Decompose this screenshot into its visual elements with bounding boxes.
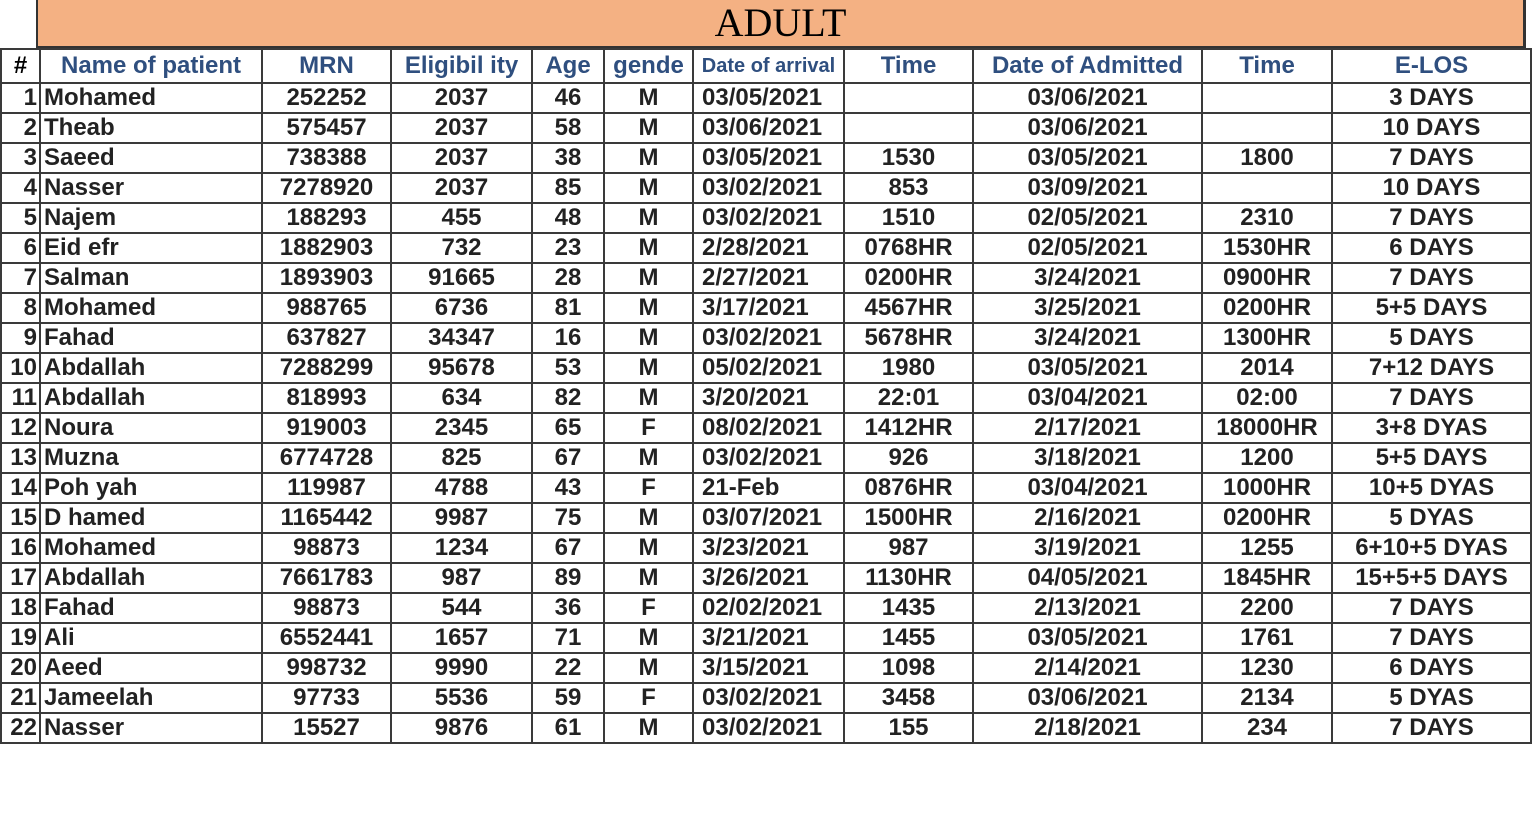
cell-time-arrival[interactable]: 1455 <box>844 623 973 653</box>
cell-mrn[interactable]: 1893903 <box>262 263 391 293</box>
table-row <box>1 503 1531 533</box>
cell-index[interactable]: 11 <box>1 383 40 413</box>
table-row <box>1 623 1531 653</box>
header-name[interactable]: Name of patient <box>40 49 262 83</box>
cell-time-admitted[interactable] <box>1202 173 1332 203</box>
cell-eligibility[interactable]: 9990 <box>391 653 532 683</box>
cell-gender[interactable]: M <box>604 503 693 533</box>
cell-mrn[interactable]: 637827 <box>262 323 391 353</box>
title-corner-cell[interactable] <box>0 0 38 48</box>
cell-eligibility[interactable]: 1657 <box>391 623 532 653</box>
cell-time-arrival[interactable]: 1098 <box>844 653 973 683</box>
cell-time-arrival[interactable]: 5678HR <box>844 323 973 353</box>
cell-elos[interactable]: 3 DAYS <box>1332 83 1531 113</box>
cell-time-admitted[interactable]: 0200HR <box>1202 293 1332 323</box>
cell-time-arrival[interactable]: 1980 <box>844 353 973 383</box>
cell-time-arrival[interactable]: 155 <box>844 713 973 743</box>
cell-date-admitted[interactable]: 2/16/2021 <box>973 503 1202 533</box>
cell-date-arrival[interactable]: 21-Feb <box>693 473 844 503</box>
cell-gender[interactable]: M <box>604 263 693 293</box>
cell-date-arrival[interactable]: 03/02/2021 <box>693 173 844 203</box>
cell-gender[interactable]: M <box>604 203 693 233</box>
cell-gender[interactable]: M <box>604 533 693 563</box>
cell-age[interactable]: 85 <box>532 173 604 203</box>
cell-name[interactable]: Mohamed <box>40 83 262 113</box>
cell-age[interactable]: 82 <box>532 383 604 413</box>
cell-gender[interactable]: F <box>604 593 693 623</box>
header-eligibility[interactable]: Eligibil ity <box>391 49 532 83</box>
cell-gender[interactable]: M <box>604 443 693 473</box>
cell-age[interactable]: 59 <box>532 683 604 713</box>
cell-time-admitted[interactable]: 1230 <box>1202 653 1332 683</box>
cell-mrn[interactable]: 98873 <box>262 533 391 563</box>
cell-index[interactable]: 5 <box>1 203 40 233</box>
cell-time-arrival[interactable]: 1130HR <box>844 563 973 593</box>
cell-name[interactable]: Aeed <box>40 653 262 683</box>
cell-date-arrival[interactable]: 03/02/2021 <box>693 713 844 743</box>
cell-mrn[interactable]: 97733 <box>262 683 391 713</box>
table-row <box>1 413 1531 443</box>
cell-date-admitted[interactable]: 3/18/2021 <box>973 443 1202 473</box>
cell-date-arrival[interactable]: 03/02/2021 <box>693 323 844 353</box>
cell-time-arrival[interactable]: 1435 <box>844 593 973 623</box>
cell-gender[interactable]: F <box>604 683 693 713</box>
cell-time-admitted[interactable]: 1000HR <box>1202 473 1332 503</box>
cell-age[interactable]: 71 <box>532 623 604 653</box>
cell-time-arrival[interactable]: 1530 <box>844 143 973 173</box>
cell-elos[interactable]: 7 DAYS <box>1332 203 1531 233</box>
cell-age[interactable]: 53 <box>532 353 604 383</box>
cell-name[interactable]: Abdallah <box>40 353 262 383</box>
header-gender[interactable]: gende <box>604 49 693 83</box>
table-row <box>1 563 1531 593</box>
cell-mrn[interactable]: 998732 <box>262 653 391 683</box>
cell-time-admitted[interactable]: 1761 <box>1202 623 1332 653</box>
cell-time-admitted[interactable]: 2014 <box>1202 353 1332 383</box>
header-row <box>1 49 1531 83</box>
cell-date-admitted[interactable]: 02/05/2021 <box>973 233 1202 263</box>
cell-index[interactable]: 13 <box>1 443 40 473</box>
cell-mrn[interactable]: 1165442 <box>262 503 391 533</box>
table-row <box>1 113 1531 143</box>
cell-gender[interactable]: M <box>604 563 693 593</box>
cell-index[interactable]: 1 <box>1 83 40 113</box>
cell-eligibility[interactable]: 544 <box>391 593 532 623</box>
cell-index[interactable]: 17 <box>1 563 40 593</box>
cell-time-arrival[interactable]: 22:01 <box>844 383 973 413</box>
header-index[interactable]: # <box>1 49 40 83</box>
cell-time-admitted[interactable]: 0900HR <box>1202 263 1332 293</box>
cell-time-admitted[interactable] <box>1202 113 1332 143</box>
cell-name[interactable]: Mohamed <box>40 533 262 563</box>
cell-time-arrival[interactable]: 0876HR <box>844 473 973 503</box>
cell-index[interactable]: 9 <box>1 323 40 353</box>
cell-mrn[interactable]: 988765 <box>262 293 391 323</box>
cell-index[interactable]: 15 <box>1 503 40 533</box>
cell-index[interactable]: 20 <box>1 653 40 683</box>
patient-table <box>0 48 1532 744</box>
cell-eligibility[interactable]: 825 <box>391 443 532 473</box>
cell-date-arrival[interactable]: 03/05/2021 <box>693 83 844 113</box>
cell-time-arrival[interactable]: 4567HR <box>844 293 973 323</box>
cell-index[interactable]: 6 <box>1 233 40 263</box>
cell-elos[interactable]: 10 DAYS <box>1332 113 1531 143</box>
cell-elos[interactable]: 15+5+5 DAYS <box>1332 563 1531 593</box>
cell-eligibility[interactable]: 455 <box>391 203 532 233</box>
cell-date-admitted[interactable]: 03/06/2021 <box>973 83 1202 113</box>
cell-eligibility[interactable]: 1234 <box>391 533 532 563</box>
cell-name[interactable]: Nasser <box>40 173 262 203</box>
cell-mrn[interactable]: 7661783 <box>262 563 391 593</box>
cell-date-admitted[interactable]: 2/13/2021 <box>973 593 1202 623</box>
cell-time-admitted[interactable]: 2200 <box>1202 593 1332 623</box>
cell-name[interactable]: Jameelah <box>40 683 262 713</box>
sheet-title[interactable]: ADULT <box>38 0 1526 48</box>
cell-elos[interactable]: 3+8 DYAS <box>1332 413 1531 443</box>
cell-index[interactable]: 10 <box>1 353 40 383</box>
cell-mrn[interactable]: 252252 <box>262 83 391 113</box>
cell-gender[interactable]: M <box>604 713 693 743</box>
cell-elos[interactable]: 10+5 DYAS <box>1332 473 1531 503</box>
cell-mrn[interactable]: 7288299 <box>262 353 391 383</box>
cell-elos[interactable]: 7 DAYS <box>1332 143 1531 173</box>
header-elos[interactable]: E-LOS <box>1332 49 1531 83</box>
cell-date-admitted[interactable]: 03/05/2021 <box>973 353 1202 383</box>
cell-mrn[interactable]: 15527 <box>262 713 391 743</box>
table-row <box>1 203 1531 233</box>
cell-gender[interactable]: M <box>604 623 693 653</box>
cell-date-arrival[interactable]: 03/06/2021 <box>693 113 844 143</box>
table-row <box>1 713 1531 743</box>
cell-name[interactable]: Poh yah <box>40 473 262 503</box>
cell-mrn[interactable]: 738388 <box>262 143 391 173</box>
cell-time-admitted[interactable]: 2310 <box>1202 203 1332 233</box>
cell-time-arrival[interactable]: 987 <box>844 533 973 563</box>
cell-index[interactable]: 7 <box>1 263 40 293</box>
cell-age[interactable]: 38 <box>532 143 604 173</box>
cell-date-admitted[interactable]: 02/05/2021 <box>973 203 1202 233</box>
table-row <box>1 653 1531 683</box>
cell-date-arrival[interactable]: 3/26/2021 <box>693 563 844 593</box>
cell-time-arrival[interactable]: 1412HR <box>844 413 973 443</box>
table-row <box>1 353 1531 383</box>
cell-index[interactable]: 18 <box>1 593 40 623</box>
cell-name[interactable]: Eid efr <box>40 233 262 263</box>
cell-name[interactable]: Mohamed <box>40 293 262 323</box>
cell-time-admitted[interactable]: 0200HR <box>1202 503 1332 533</box>
cell-age[interactable]: 22 <box>532 653 604 683</box>
cell-age[interactable]: 58 <box>532 113 604 143</box>
cell-time-arrival[interactable]: 3458 <box>844 683 973 713</box>
cell-gender[interactable]: M <box>604 323 693 353</box>
cell-date-arrival[interactable]: 2/27/2021 <box>693 263 844 293</box>
cell-eligibility[interactable]: 91665 <box>391 263 532 293</box>
cell-time-admitted[interactable]: 1255 <box>1202 533 1332 563</box>
cell-date-arrival[interactable]: 03/05/2021 <box>693 143 844 173</box>
table-row <box>1 143 1531 173</box>
table-row <box>1 533 1531 563</box>
cell-name[interactable]: Fahad <box>40 323 262 353</box>
cell-index[interactable]: 19 <box>1 623 40 653</box>
cell-gender[interactable]: M <box>604 143 693 173</box>
cell-eligibility[interactable]: 4788 <box>391 473 532 503</box>
cell-elos[interactable]: 7+12 DAYS <box>1332 353 1531 383</box>
cell-date-arrival[interactable]: 05/02/2021 <box>693 353 844 383</box>
table-row <box>1 233 1531 263</box>
table-row <box>1 593 1531 623</box>
cell-gender[interactable]: F <box>604 413 693 443</box>
cell-date-admitted[interactable]: 2/18/2021 <box>973 713 1202 743</box>
header-date-arrival[interactable]: Date of arrival <box>693 49 844 83</box>
cell-date-arrival[interactable]: 03/02/2021 <box>693 203 844 233</box>
cell-time-admitted[interactable]: 02:00 <box>1202 383 1332 413</box>
cell-date-arrival[interactable]: 3/21/2021 <box>693 623 844 653</box>
cell-name[interactable]: D hamed <box>40 503 262 533</box>
cell-date-arrival[interactable]: 03/02/2021 <box>693 683 844 713</box>
cell-elos[interactable]: 5 DAYS <box>1332 323 1531 353</box>
cell-age[interactable]: 67 <box>532 443 604 473</box>
cell-date-arrival[interactable]: 3/20/2021 <box>693 383 844 413</box>
cell-gender[interactable]: M <box>604 293 693 323</box>
cell-name[interactable]: Fahad <box>40 593 262 623</box>
cell-gender[interactable]: F <box>604 473 693 503</box>
cell-date-arrival[interactable]: 3/23/2021 <box>693 533 844 563</box>
cell-elos[interactable]: 5+5 DAYS <box>1332 293 1531 323</box>
cell-time-arrival[interactable]: 853 <box>844 173 973 203</box>
cell-elos[interactable]: 7 DAYS <box>1332 263 1531 293</box>
cell-mrn[interactable]: 1882903 <box>262 233 391 263</box>
header-mrn[interactable]: MRN <box>262 49 391 83</box>
cell-date-admitted[interactable]: 2/17/2021 <box>973 413 1202 443</box>
cell-eligibility[interactable]: 2037 <box>391 83 532 113</box>
cell-time-admitted[interactable]: 234 <box>1202 713 1332 743</box>
title-row <box>0 0 1532 48</box>
cell-mrn[interactable]: 575457 <box>262 113 391 143</box>
cell-eligibility[interactable]: 95678 <box>391 353 532 383</box>
cell-eligibility[interactable]: 5536 <box>391 683 532 713</box>
cell-eligibility[interactable]: 2345 <box>391 413 532 443</box>
cell-time-arrival[interactable]: 0200HR <box>844 263 973 293</box>
cell-name[interactable]: Najem <box>40 203 262 233</box>
cell-time-admitted[interactable] <box>1202 83 1332 113</box>
table-row <box>1 443 1531 473</box>
cell-elos[interactable]: 7 DAYS <box>1332 623 1531 653</box>
cell-eligibility[interactable]: 634 <box>391 383 532 413</box>
cell-date-admitted[interactable]: 2/14/2021 <box>973 653 1202 683</box>
cell-time-admitted[interactable]: 2134 <box>1202 683 1332 713</box>
cell-eligibility[interactable]: 2037 <box>391 143 532 173</box>
table-row <box>1 263 1531 293</box>
cell-age[interactable]: 43 <box>532 473 604 503</box>
cell-age[interactable]: 46 <box>532 83 604 113</box>
cell-date-admitted[interactable]: 3/24/2021 <box>973 263 1202 293</box>
cell-mrn[interactable]: 6552441 <box>262 623 391 653</box>
cell-name[interactable]: Ali <box>40 623 262 653</box>
cell-date-arrival[interactable]: 08/02/2021 <box>693 413 844 443</box>
cell-age[interactable]: 48 <box>532 203 604 233</box>
cell-mrn[interactable]: 188293 <box>262 203 391 233</box>
table-body <box>1 83 1531 743</box>
cell-time-admitted[interactable]: 1530HR <box>1202 233 1332 263</box>
header-date-admitted[interactable]: Date of Admitted <box>973 49 1202 83</box>
cell-time-admitted[interactable]: 1200 <box>1202 443 1332 473</box>
table-row <box>1 173 1531 203</box>
cell-age[interactable]: 36 <box>532 593 604 623</box>
cell-name[interactable]: Salman <box>40 263 262 293</box>
cell-elos[interactable]: 5 DYAS <box>1332 683 1531 713</box>
cell-elos[interactable]: 5+5 DAYS <box>1332 443 1531 473</box>
cell-gender[interactable]: M <box>604 233 693 263</box>
cell-age[interactable]: 28 <box>532 263 604 293</box>
cell-mrn[interactable]: 7278920 <box>262 173 391 203</box>
cell-name[interactable]: Abdallah <box>40 383 262 413</box>
table-row <box>1 473 1531 503</box>
cell-date-admitted[interactable]: 03/05/2021 <box>973 623 1202 653</box>
cell-mrn[interactable]: 6774728 <box>262 443 391 473</box>
cell-name[interactable]: Noura <box>40 413 262 443</box>
cell-gender[interactable]: M <box>604 653 693 683</box>
cell-age[interactable]: 61 <box>532 713 604 743</box>
cell-elos[interactable]: 6 DAYS <box>1332 233 1531 263</box>
cell-index[interactable]: 4 <box>1 173 40 203</box>
cell-date-arrival[interactable]: 03/02/2021 <box>693 443 844 473</box>
cell-date-arrival[interactable]: 02/02/2021 <box>693 593 844 623</box>
cell-time-arrival[interactable]: 926 <box>844 443 973 473</box>
table-row <box>1 293 1531 323</box>
header-age[interactable]: Age <box>532 49 604 83</box>
cell-index[interactable]: 16 <box>1 533 40 563</box>
table-row <box>1 323 1531 353</box>
cell-gender[interactable]: M <box>604 353 693 383</box>
cell-age[interactable]: 16 <box>532 323 604 353</box>
cell-time-arrival[interactable] <box>844 113 973 143</box>
cell-time-arrival[interactable]: 0768HR <box>844 233 973 263</box>
cell-time-arrival[interactable]: 1500HR <box>844 503 973 533</box>
cell-eligibility[interactable]: 9876 <box>391 713 532 743</box>
cell-age[interactable]: 81 <box>532 293 604 323</box>
cell-age[interactable]: 23 <box>532 233 604 263</box>
cell-date-admitted[interactable]: 04/05/2021 <box>973 563 1202 593</box>
cell-time-admitted[interactable]: 18000HR <box>1202 413 1332 443</box>
cell-date-admitted[interactable]: 03/05/2021 <box>973 143 1202 173</box>
cell-mrn[interactable]: 98873 <box>262 593 391 623</box>
cell-eligibility[interactable]: 2037 <box>391 113 532 143</box>
cell-age[interactable]: 67 <box>532 533 604 563</box>
cell-age[interactable]: 65 <box>532 413 604 443</box>
cell-name[interactable]: Theab <box>40 113 262 143</box>
cell-index[interactable]: 2 <box>1 113 40 143</box>
cell-date-admitted[interactable]: 03/04/2021 <box>973 473 1202 503</box>
header-time-arrival[interactable]: Time <box>844 49 973 83</box>
cell-time-admitted[interactable]: 1300HR <box>1202 323 1332 353</box>
cell-date-arrival[interactable]: 2/28/2021 <box>693 233 844 263</box>
cell-name[interactable]: Nasser <box>40 713 262 743</box>
cell-mrn[interactable]: 119987 <box>262 473 391 503</box>
cell-gender[interactable]: M <box>604 113 693 143</box>
cell-elos[interactable]: 5 DYAS <box>1332 503 1531 533</box>
cell-time-arrival[interactable]: 1510 <box>844 203 973 233</box>
cell-date-admitted[interactable]: 3/25/2021 <box>973 293 1202 323</box>
cell-mrn[interactable]: 919003 <box>262 413 391 443</box>
cell-eligibility[interactable]: 2037 <box>391 173 532 203</box>
cell-mrn[interactable]: 818993 <box>262 383 391 413</box>
cell-date-admitted[interactable]: 03/06/2021 <box>973 113 1202 143</box>
cell-age[interactable]: 75 <box>532 503 604 533</box>
cell-index[interactable]: 12 <box>1 413 40 443</box>
cell-time-arrival[interactable] <box>844 83 973 113</box>
cell-index[interactable]: 3 <box>1 143 40 173</box>
cell-eligibility[interactable]: 6736 <box>391 293 532 323</box>
cell-elos[interactable]: 7 DAYS <box>1332 713 1531 743</box>
cell-date-arrival[interactable]: 3/15/2021 <box>693 653 844 683</box>
cell-elos[interactable]: 10 DAYS <box>1332 173 1531 203</box>
cell-date-arrival[interactable]: 03/07/2021 <box>693 503 844 533</box>
cell-name[interactable]: Saeed <box>40 143 262 173</box>
cell-elos[interactable]: 7 DAYS <box>1332 383 1531 413</box>
cell-eligibility[interactable]: 34347 <box>391 323 532 353</box>
cell-time-admitted[interactable]: 1800 <box>1202 143 1332 173</box>
table-row <box>1 383 1531 413</box>
cell-index[interactable]: 8 <box>1 293 40 323</box>
cell-date-admitted[interactable]: 03/09/2021 <box>973 173 1202 203</box>
table-row <box>1 683 1531 713</box>
cell-gender[interactable]: M <box>604 83 693 113</box>
cell-date-admitted[interactable]: 03/04/2021 <box>973 383 1202 413</box>
table-row <box>1 83 1531 113</box>
cell-elos[interactable]: 7 DAYS <box>1332 593 1531 623</box>
cell-date-admitted[interactable]: 3/24/2021 <box>973 323 1202 353</box>
cell-gender[interactable]: M <box>604 383 693 413</box>
cell-elos[interactable]: 6+10+5 DYAS <box>1332 533 1531 563</box>
cell-name[interactable]: Abdallah <box>40 563 262 593</box>
cell-date-admitted[interactable]: 03/06/2021 <box>973 683 1202 713</box>
cell-time-admitted[interactable]: 1845HR <box>1202 563 1332 593</box>
cell-name[interactable]: Muzna <box>40 443 262 473</box>
cell-eligibility[interactable]: 9987 <box>391 503 532 533</box>
cell-gender[interactable]: M <box>604 173 693 203</box>
cell-eligibility[interactable]: 732 <box>391 233 532 263</box>
header-time-admitted[interactable]: Time <box>1202 49 1332 83</box>
cell-elos[interactable]: 6 DAYS <box>1332 653 1531 683</box>
cell-date-arrival[interactable]: 3/17/2021 <box>693 293 844 323</box>
cell-eligibility[interactable]: 987 <box>391 563 532 593</box>
cell-age[interactable]: 89 <box>532 563 604 593</box>
cell-date-admitted[interactable]: 3/19/2021 <box>973 533 1202 563</box>
cell-index[interactable]: 14 <box>1 473 40 503</box>
cell-index[interactable]: 21 <box>1 683 40 713</box>
cell-index[interactable]: 22 <box>1 713 40 743</box>
